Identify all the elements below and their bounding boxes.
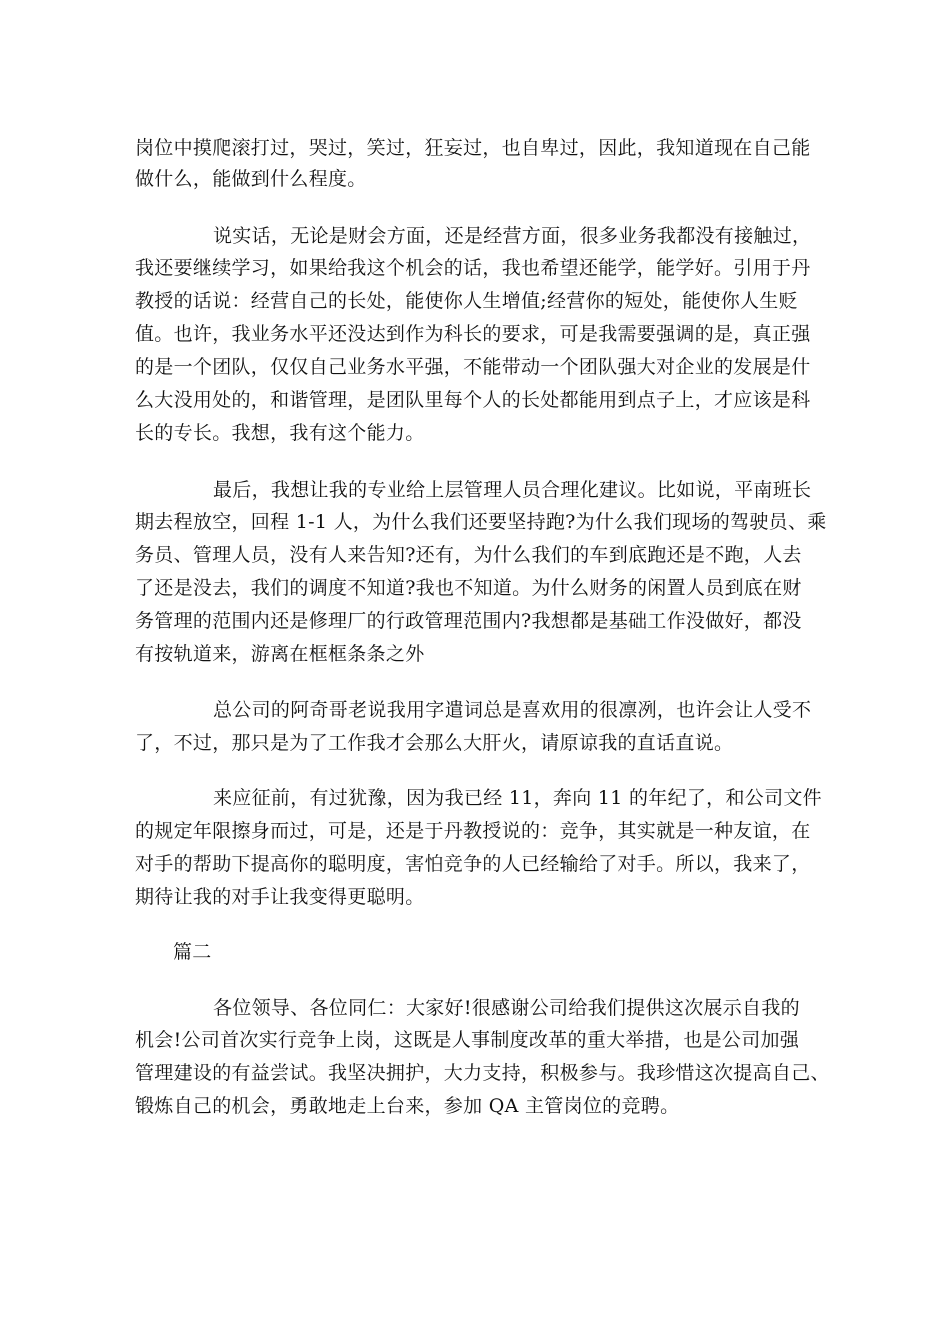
- paragraph-line: 岗位中摸爬滚打过，哭过，笑过，狂妄过，也自卑过，因此，我知道现在自己能: [135, 137, 811, 159]
- paragraph-line: 锻炼自己的机会，勇敢地走上台来，参加 QA 主管岗位的竞聘。: [135, 1095, 680, 1117]
- paragraph-line: 机会!公司首次实行竞争上岗，这既是人事制度改革的重大举措，也是公司加强: [135, 1029, 800, 1051]
- paragraph-line: 对手的帮助下提高你的聪明度，害怕竞争的人已经输给了对手。所以，我来了，: [135, 853, 811, 875]
- paragraph-line: 管理建设的有益尝试。我坚决拥护，大力支持，积极参与。我珍惜这次提高自己、: [135, 1062, 830, 1084]
- paragraph-line: 有按轨道来，游离在框框条条之外: [135, 643, 425, 665]
- paragraph-line: 了，不过，那只是为了工作我才会那么大肝火，请原谅我的直话直说。: [135, 732, 734, 754]
- paragraph-line: 么大没用处的，和谐管理，是团队里每个人的长处都能用到点子上，才应该是科: [135, 389, 811, 411]
- paragraph-line: 了还是没去，我们的调度不知道?我也不知道。为什么财务的闲置人员到底在财: [135, 577, 802, 599]
- paragraph-line: 做什么，能做到什么程度。: [135, 168, 367, 190]
- paragraph-line: 值。也许，我业务水平还没达到作为科长的要求，可是我需要强调的是，真正强: [135, 323, 811, 345]
- paragraph-line: 来应征前，有过犹豫，因为我已经 11，奔向 11 的年纪了，和公司文件: [213, 787, 822, 809]
- paragraph-line: 我还要继续学习，如果给我这个机会的话，我也希望还能学，能学好。引用于丹: [135, 257, 811, 279]
- section-heading: 篇二: [173, 941, 212, 963]
- paragraph-line: 务管理的范围内还是修理厂的行政管理范围内?我想都是基础工作没做好，都没: [135, 610, 802, 632]
- paragraph-line: 的规定年限擦身而过，可是，还是于丹教授说的：竞争，其实就是一种友谊，在: [135, 820, 811, 842]
- paragraph-line: 的是一个团队，仅仅自己业务水平强，不能带动一个团队强大对企业的发展是什: [135, 356, 811, 378]
- paragraph-line: 最后，我想让我的专业给上层管理人员合理化建议。比如说，平南班长: [213, 479, 812, 501]
- paragraph-line: 各位领导、各位同仁：大家好!很感谢公司给我们提供这次展示自我的: [213, 997, 800, 1019]
- paragraph-line: 期去程放空，回程 1-1 人，为什么我们还要坚持跑?为什么我们现场的驾驶员、乘: [135, 511, 827, 533]
- paragraph-line: 总公司的阿奇哥老说我用字遣词总是喜欢用的很凛冽，也许会让人受不: [213, 699, 812, 721]
- paragraph-line: 长的专长。我想，我有这个能力。: [135, 422, 425, 444]
- paragraph-line: 务员、管理人员，没有人来告知?还有，为什么我们的车到底跑还是不跑，人去: [135, 544, 802, 566]
- paragraph-line: 期待让我的对手让我变得更聪明。: [135, 886, 425, 908]
- paragraph-line: 教授的话说：经营自己的长处，能使你人生增值;经营你的短处，能使你人生贬: [135, 290, 798, 312]
- paragraph-line: 说实话，无论是财会方面，还是经营方面，很多业务我都没有接触过，: [213, 225, 812, 247]
